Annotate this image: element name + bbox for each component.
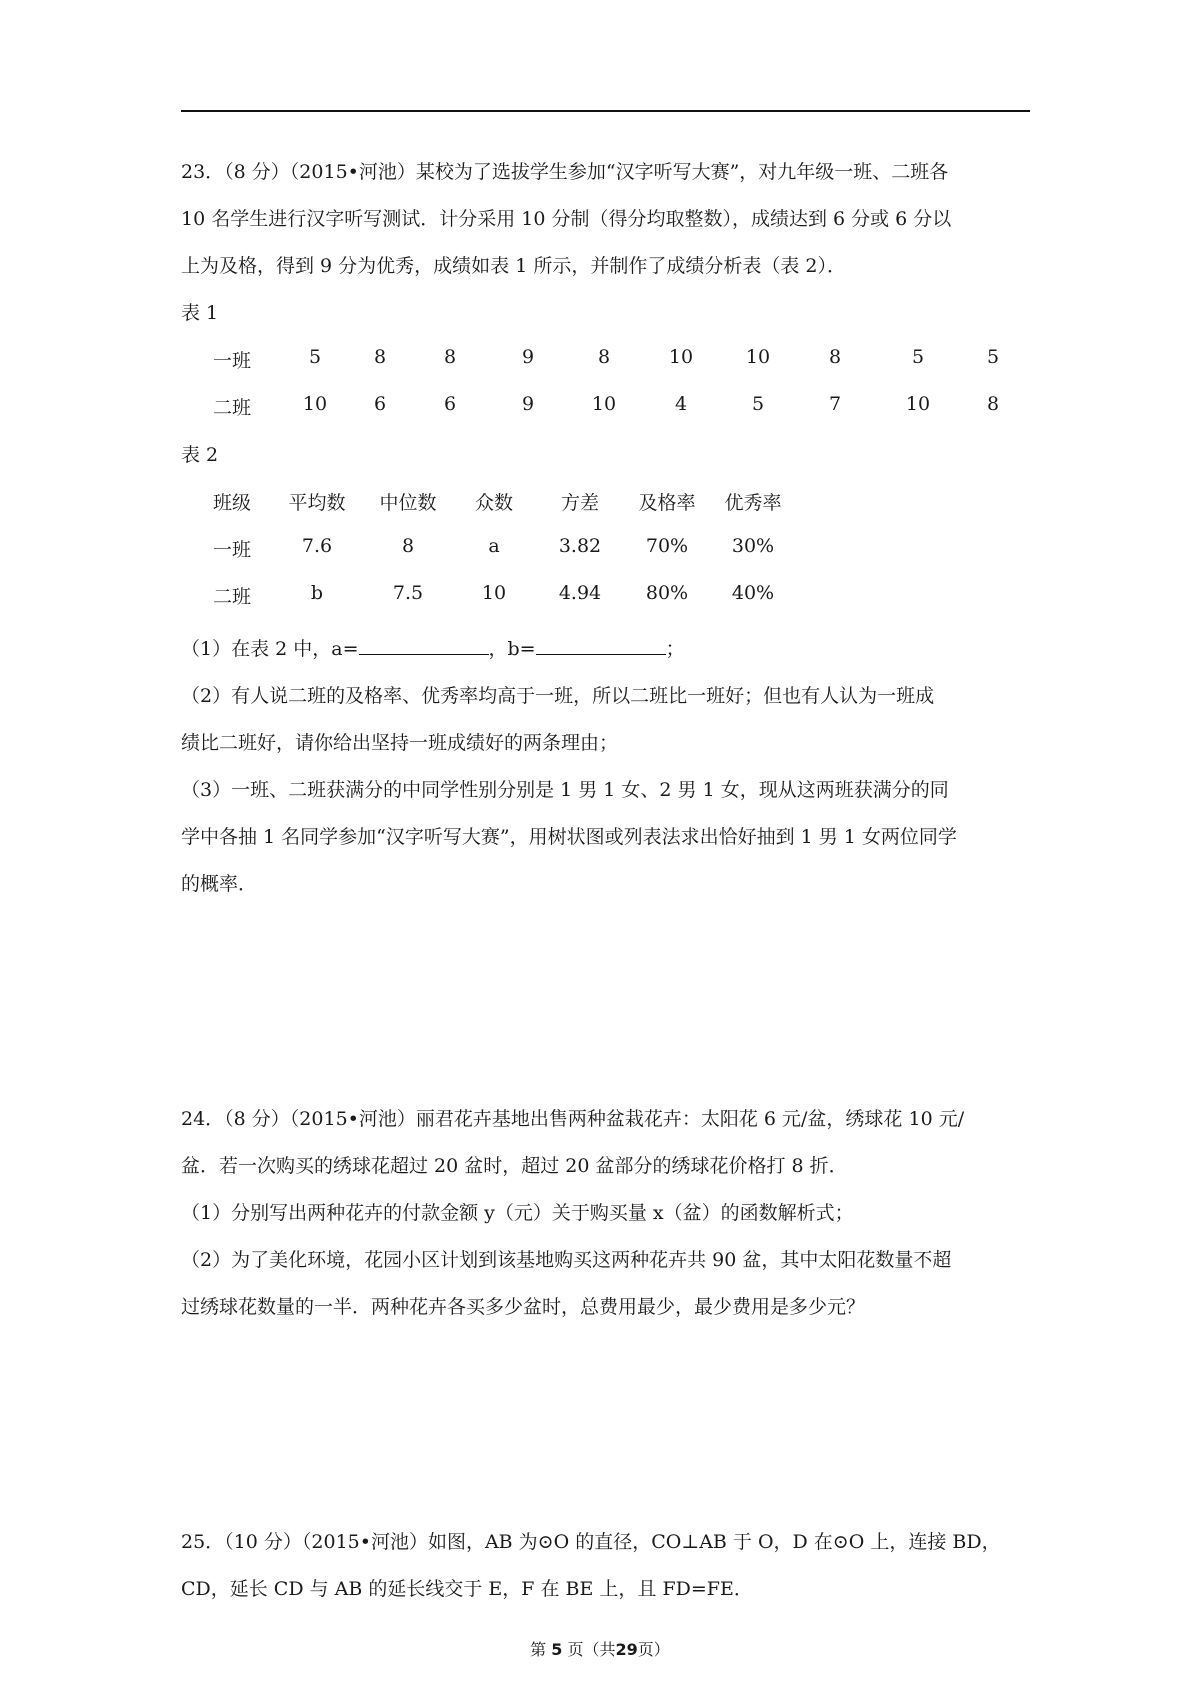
- table2-value-cell: 7.5: [392, 582, 424, 604]
- table2-row-label: 一班: [212, 539, 252, 561]
- table1-row-label: 一班: [212, 350, 252, 372]
- table1-score-cell: 10: [591, 393, 617, 415]
- table1-score-cell: 10: [745, 346, 771, 368]
- footer-mid: 页（共: [567, 1640, 616, 1659]
- table1-score-cell: 6: [373, 393, 387, 415]
- table2-header-cell: 平均数: [288, 492, 346, 514]
- q23-line-3: 上为及格，得到 9 分为优秀，成绩如表 1 所示，并制作了成绩分析表（表 2）．: [181, 255, 846, 277]
- table1-label: 表 1: [181, 302, 219, 324]
- q24-line-2: 盆．若一次购买的绣球花超过 20 盆时，超过 20 盆部分的绣球花价格打 8 折．: [181, 1155, 848, 1177]
- table2-row-label: 二班: [212, 586, 252, 608]
- q23-part-2-line-1: （2）有人说二班的及格率、优秀率均高于一班，所以二班比一班好；但也有人认为一班成: [181, 685, 935, 707]
- part1-prefix: （1）在表 2 中，a=: [181, 638, 359, 660]
- table1-score-cell: 5: [986, 346, 1000, 368]
- q25-line-1: 25．（10 分）（2015•河池）如图，AB 为⊙O 的直径，CO⊥AB 于 O，D 在⊙O 上，连接 BD，: [181, 1531, 1001, 1553]
- table2-value-cell: 7.6: [301, 535, 333, 557]
- table1-score-cell: 5: [751, 393, 765, 415]
- q25-line-2: CD，延长 CD 与 AB 的延长线交于 E，F 在 BE 上，且 FD=FE．: [181, 1578, 753, 1600]
- table2-value-cell: 30%: [731, 535, 775, 557]
- table1-score-cell: 7: [828, 393, 842, 415]
- table2-header-cell: 众数: [474, 492, 514, 514]
- q23-part-3-line-1: （3）一班、二班获满分的中同学性别分别是 1 男 1 女、2 男 1 女，现从这两班获满分的同: [181, 779, 949, 801]
- table1-score-cell: 6: [443, 393, 457, 415]
- part1-end: ；: [665, 638, 685, 660]
- part1-mid: ，b=: [488, 638, 536, 660]
- table2-header-cell: 方差: [560, 492, 600, 514]
- table1-score-cell: 5: [308, 346, 322, 368]
- table1-score-cell: 8: [828, 346, 842, 368]
- table1-score-cell: 10: [905, 393, 931, 415]
- table1-score-cell: 5: [911, 346, 925, 368]
- table1-score-cell: 8: [443, 346, 457, 368]
- table1-score-cell: 9: [521, 346, 535, 368]
- q23-part-3-line-3: 的概率．: [181, 873, 258, 895]
- table2-value-cell: 10: [481, 582, 507, 604]
- table2-header-cell: 中位数: [379, 492, 437, 514]
- q23-part-1: [181, 634, 685, 661]
- footer-prefix: 第: [530, 1640, 547, 1659]
- q24-line-1: 24．（8 分）（2015•河池）丽君花卉基地出售两种盆栽花卉：太阳花 6 元/盆，绣球花 10 元/: [181, 1108, 965, 1130]
- table2-value-cell: b: [310, 582, 324, 604]
- q23-part-2-line-2: 绩比二班好，请你给出坚持一班成绩好的两条理由；: [181, 732, 619, 754]
- q24-part-1: （1）分别写出两种花卉的付款金额 y（元）关于购买量 x（盆）的函数解析式；: [181, 1202, 854, 1224]
- table1-row-label: 二班: [212, 397, 252, 419]
- q23-line-1: 23．（8 分）（2015•河池）某校为了选拔学生参加“汉字听写大赛”，对九年级一班、二班各: [181, 161, 949, 183]
- table2-value-cell: 40%: [731, 582, 775, 604]
- header-rule: [181, 110, 1030, 112]
- footer-total-pages: 29: [615, 1640, 638, 1659]
- answer-blank-b: [536, 634, 666, 655]
- table2-value-cell: 3.82: [558, 535, 602, 557]
- table1-score-cell: 8: [986, 393, 1000, 415]
- footer-page-number: 5: [551, 1640, 563, 1659]
- table2-header-cell: 班级: [212, 492, 252, 514]
- table1-score-cell: 8: [597, 346, 611, 368]
- table1-score-cell: 10: [302, 393, 328, 415]
- table1-score-cell: 8: [373, 346, 387, 368]
- table2-value-cell: 80%: [645, 582, 689, 604]
- table2-header-cell: 优秀率: [724, 492, 782, 514]
- page-footer: [0, 1637, 1200, 1660]
- table2-label: 表 2: [181, 444, 219, 466]
- table1-score-cell: 10: [668, 346, 694, 368]
- table2-value-cell: 8: [401, 535, 415, 557]
- table1-score-cell: 9: [521, 393, 535, 415]
- table2-value-cell: 4.94: [558, 582, 602, 604]
- table2-value-cell: 70%: [645, 535, 689, 557]
- q23-line-2: 10 名学生进行汉字听写测试．计分采用 10 分制（得分均取整数），成绩达到 6 分或 6 分以: [181, 208, 952, 230]
- table2-value-cell: a: [488, 535, 500, 557]
- q23-part-3-line-2: 学中各抽 1 名同学参加“汉字听写大赛”，用树状图或列表法求出恰好抽到 1 男 1 女两位同学: [181, 826, 957, 848]
- q24-part-2-line-1: （2）为了美化环境，花园小区计划到该基地购买这两种花卉共 90 盆，其中太阳花数量不超: [181, 1249, 952, 1271]
- q24-part-2-line-2: 过绣球花数量的一半．两种花卉各买多少盆时，总费用最少，最少费用是多少元？: [181, 1296, 866, 1318]
- table2-header-cell: 及格率: [638, 492, 696, 514]
- footer-suffix: 页）: [637, 1640, 670, 1659]
- answer-blank-a: [359, 634, 489, 655]
- table1-score-cell: 4: [674, 393, 688, 415]
